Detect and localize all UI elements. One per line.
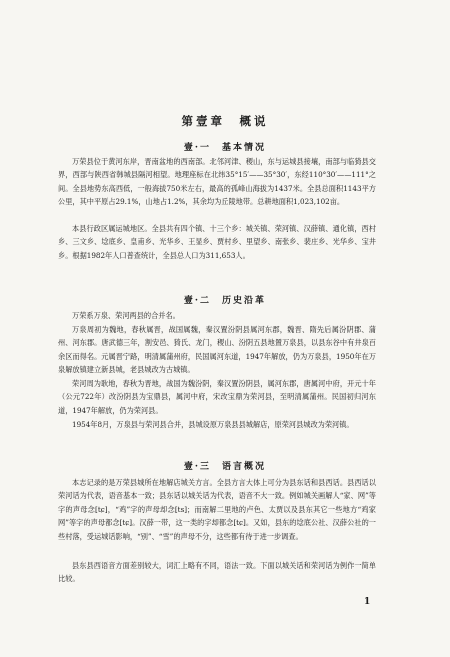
paragraph: 县东县西语音方面差别较大，词汇上略有不同，语法一致。下面以城关话和荣河话为例作一简单比较。 — [58, 561, 376, 584]
page-number: 1 — [364, 597, 371, 607]
section-heading-language: 壹·三 语言概况 — [183, 462, 267, 472]
paragraph: 荣河周为耿地，春秋为晋地，战国为魏汾阴，秦汉置汾阴县，属河东郡，唐属河中府，开元十年（公元722年）改汾阴县为宝鼎县，属河中府，宋改宝鼎为荣河县，至明清属蒲州。民国初归河东道，1947年解放，仍为荣河县。 — [58, 379, 376, 415]
section-heading-history: 壹·二 历史沿革 — [183, 296, 267, 306]
paragraph: 本志记录的是万荣县城所在地解店城关方言。全县方言大体上可分为县东话和县西话。县西话以荣河话为代表，语音基本一致；县东话以城关话为代表，语音不大一致。例如城关画解人“家、网”等字的声母念[tɕ]，“鸡”字的声母却念[ts]；而南解二里地的卢色、太贾以及县东其它一些地方“鸡家网”等字的声母都念[tɕ]。汉薛一带，这一类的字却都念[tɕ]。又如，县东的埝底公社、汉薛公社的一些村落，受运城话影响，“别”、“雪”的声母不分，这些都有待于进一步调查。 — [58, 478, 376, 541]
paragraph: 万荣县位于黄河东岸，晋南盆地的西南部。北邻河津、稷山，东与运城县接壤，南部与临猗县交界，西部与陕西省韩城县隔河相望。地理座标在北纬35°15′——35°30′，东经110°30′——111°之间。全县地势东高西低，一般海拔750米左右，最高的孤峰山海拔为1437米。全县总面积1143平方公里，其中平原占29.1%，山地占1.2%，其余均为丘陵地带。总耕地面积1,023,102亩。 — [58, 157, 376, 207]
section-heading-basic-info: 壹·一 基本情况 — [183, 143, 267, 153]
paragraph: 万泉周初为魏地，春秋属晋，战国属魏，秦汉置汾阴县属河东郡，魏晋、隋先后属汾阴郡、蒲州、河东郡。唐武德三年，割安邑、猗氏、龙门，稷山、汾阴五县地置万泉县，以县东谷中有井泉百余区而得名。元属晋宁路，明清属蒲州府，民国属河东道，1947年解放，仍为万泉县，1950年在万泉解放镇建立新县城，老县城改为古城镇。 — [58, 325, 376, 375]
paragraph: 1954年8月，万泉县与荣河县合并，县城设原万泉县县城解店，原荣河县城改为荣河镇。 — [72, 420, 354, 429]
chapter-title: 第壹章 概说 — [181, 114, 269, 128]
paragraph: 本县行政区属运城地区。全县共有四个镇、十三个乡：城关镇、荣河镇、汉薛镇、通化镇，西村乡、三文乡、埝底乡、皇甫乡、光华乡、王显乡、贾村乡、里望乡、南张乡、裴庄乡、光华乡、宝井乡。根据1982年人口普查统计，全县总人口为311,653人。 — [58, 224, 376, 260]
paragraph: 万荣系万泉、荣河两县的合并名。 — [72, 311, 180, 320]
